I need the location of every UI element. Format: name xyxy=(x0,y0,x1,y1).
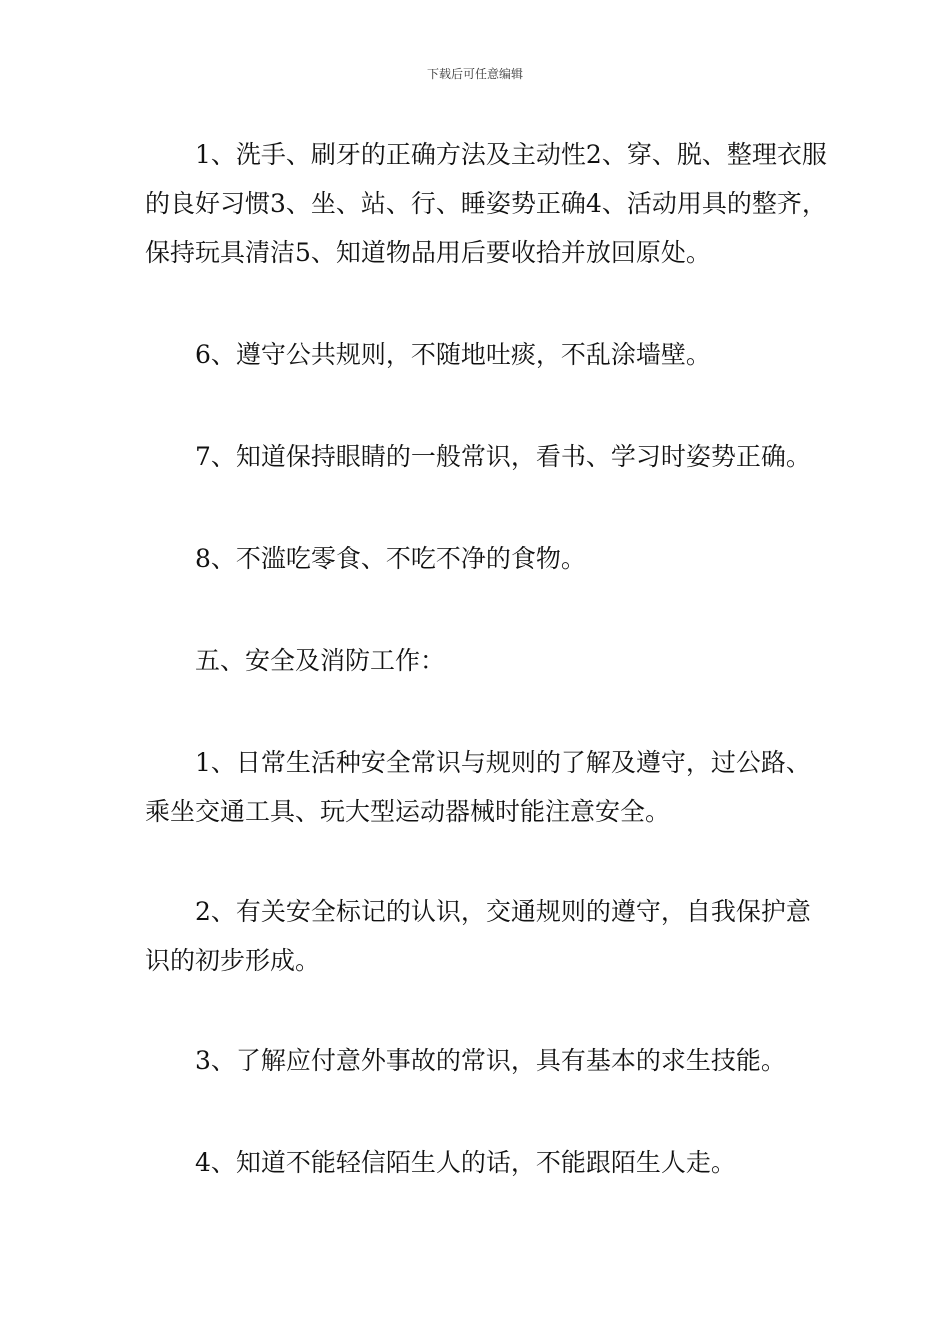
paragraph-hygiene-habits: 1、洗手、刷牙的正确方法及主动性2、穿、脱、整理衣服的良好习惯3、坐、站、行、睡姿势正确4、活动用具的整齐，保持玩具清洁5、知道物品用后要收拾并放回原处。 xyxy=(145,140,827,267)
paragraph-strangers: 4、知道不能轻信陌生人的话，不能跟陌生人走。 xyxy=(195,1148,736,1177)
paragraph-eye-care: 7、知道保持眼睛的一般常识，看书、学习时姿势正确。 xyxy=(195,442,811,471)
paragraph-food: 8、不滥吃零食、不吃不净的食物。 xyxy=(195,544,586,573)
paragraph-safety-signs: 2、有关安全标记的认识，交通规则的遵守，自我保护意识的初步形成。 xyxy=(145,897,811,975)
paragraph-public-rules: 6、遵守公共规则，不随地吐痰，不乱涂墙壁。 xyxy=(195,340,711,369)
section-heading-safety: 五、安全及消防工作： xyxy=(195,646,446,675)
paragraph-daily-safety: 1、日常生活种安全常识与规则的了解及遵守，过公路、乘坐交通工具、玩大型运动器械时能注意安全。 xyxy=(145,748,811,826)
document-body xyxy=(145,130,835,1187)
paragraph-accident-knowledge: 3、了解应付意外事故的常识，具有基本的求生技能。 xyxy=(195,1046,786,1075)
page-header-note: 下载后可任意编辑 xyxy=(426,67,523,81)
